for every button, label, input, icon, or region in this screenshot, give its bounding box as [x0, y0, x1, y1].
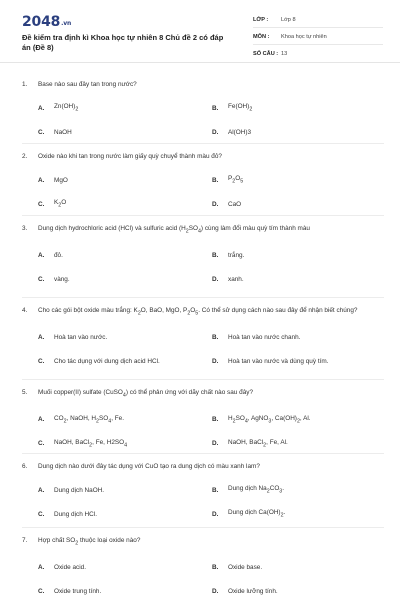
- option-text: $Fe(OH)_2$: [228, 103, 253, 113]
- question-number: 7.: [22, 537, 28, 544]
- logo-text: 2048: [22, 14, 61, 30]
- option-key: A.: [38, 104, 45, 112]
- option-d[interactable]: [212, 353, 328, 369]
- option-key: D.: [212, 128, 219, 136]
- option-b[interactable]: [212, 411, 311, 427]
- divider: [22, 379, 384, 380]
- option-a[interactable]: [38, 411, 124, 427]
- meta-key: LỚP :: [253, 17, 269, 23]
- option-key: A.: [38, 176, 45, 184]
- question-text: Base nào sau đây tan trong nước?: [38, 81, 137, 88]
- question-3: [22, 223, 384, 287]
- question-number: 4.: [22, 307, 28, 314]
- meta-value: Lớp 8: [281, 17, 296, 23]
- option-c[interactable]: [38, 271, 70, 287]
- option-key: B.: [212, 333, 219, 341]
- question-text: Hợp chất $SO_2$ thuộc loại oxide nào?: [38, 537, 141, 547]
- option-text: trắng.: [228, 251, 245, 259]
- option-d[interactable]: [212, 506, 285, 522]
- option-text: Cho tác dụng với dung dịch acid HCl.: [54, 357, 160, 365]
- option-key: C.: [38, 510, 45, 518]
- option-key: C.: [38, 439, 45, 447]
- option-key: A.: [38, 333, 45, 341]
- option-c[interactable]: [38, 583, 101, 599]
- option-key: B.: [212, 251, 219, 259]
- option-a[interactable]: [38, 329, 107, 345]
- question-number: 6.: [22, 463, 28, 470]
- option-key: B.: [212, 563, 219, 571]
- meta-key: MÔN :: [253, 34, 270, 40]
- question-5: [22, 387, 384, 451]
- option-d[interactable]: [212, 435, 288, 451]
- option-text: Oxide base.: [228, 563, 263, 571]
- divider: [22, 453, 384, 454]
- logo-suffix: .vn: [61, 20, 72, 27]
- option-key: C.: [38, 128, 45, 136]
- option-text: Oxide lưỡng tính.: [228, 587, 278, 595]
- option-key: D.: [212, 357, 219, 365]
- option-a[interactable]: [38, 247, 63, 263]
- option-text: Dung dịch $Na_2CO_3$.: [228, 485, 285, 495]
- option-text: $H_2SO_4$, AgNO$_3$, $Ca(OH)_2$, Al.: [228, 414, 311, 424]
- option-d[interactable]: [212, 583, 278, 599]
- page-header: [0, 0, 400, 63]
- option-text: MgO: [54, 176, 68, 184]
- option-text: xanh.: [228, 275, 244, 283]
- meta-row-subject: [253, 30, 383, 45]
- meta-value: 13: [281, 51, 288, 57]
- option-b[interactable]: [212, 247, 244, 263]
- question-number: 1.: [22, 81, 28, 88]
- option-c[interactable]: [38, 435, 127, 451]
- question-text: Dung dịch nào dưới đây tác dụng với CuO tạo ra dung dịch có màu xanh lam?: [38, 463, 260, 470]
- page-title: Đề kiểm tra định kì Khoa học tự nhiên 8 Chủ đề 2 có đáp án (Đề 8): [22, 33, 224, 52]
- option-b[interactable]: [212, 329, 300, 345]
- option-a[interactable]: [38, 559, 86, 575]
- option-key: D.: [212, 200, 219, 208]
- option-key: B.: [212, 104, 219, 112]
- option-key: A.: [38, 486, 45, 494]
- option-key: D.: [212, 439, 219, 447]
- option-text: Dung dịch HCl.: [54, 510, 97, 518]
- option-text: Hoà tan vào nước chanh.: [228, 333, 301, 341]
- question-6: [22, 461, 384, 522]
- question-text: Dung dịch hydrochloric acid (HCl) và sulfuric acid $(H_2SO_4)$ cùng làm đổi màu quỳ tím thành màu: [38, 225, 310, 235]
- option-b[interactable]: [212, 482, 284, 498]
- option-a[interactable]: [38, 482, 104, 498]
- option-text: Dung dịch NaOH.: [54, 486, 105, 494]
- option-c[interactable]: [38, 196, 66, 212]
- question-number: 3.: [22, 225, 28, 232]
- divider: [22, 297, 384, 298]
- option-b[interactable]: [212, 172, 243, 188]
- option-text: Oxide trung tính.: [54, 587, 102, 595]
- option-b[interactable]: [212, 100, 252, 116]
- question-1: [22, 79, 384, 140]
- option-text: NaOH, BaCl$_2$, Fe, Al.: [228, 438, 288, 448]
- option-text: NaOH: [54, 128, 72, 136]
- option-text: $Zn(OH)_2$: [54, 103, 79, 113]
- option-text: Dung dịch $Ca(OH)_2$.: [228, 509, 286, 519]
- option-key: B.: [212, 176, 219, 184]
- option-key: C.: [38, 275, 45, 283]
- question-text: Cho các gói bột oxide màu trắng: $K_2O$, BaO, MgO, $P_2O_5$. Có thể sử dụng cách nào sau đây để nhận biết chúng?: [38, 307, 358, 317]
- option-key: A.: [38, 563, 45, 571]
- option-c[interactable]: [38, 124, 72, 140]
- option-d[interactable]: [212, 271, 244, 287]
- option-text: CaO: [228, 200, 242, 208]
- option-key: C.: [38, 200, 45, 208]
- option-a[interactable]: [38, 172, 68, 188]
- option-d[interactable]: [212, 124, 251, 140]
- option-c[interactable]: [38, 506, 97, 522]
- site-logo[interactable]: [22, 14, 71, 30]
- meta-row-grade: [253, 13, 383, 28]
- option-a[interactable]: [38, 100, 78, 116]
- divider: [22, 215, 384, 216]
- option-key: D.: [212, 587, 219, 595]
- question-text: Oxide nào khi tan trong nước làm giấy quỳ chuyể thành màu đỏ?: [38, 153, 222, 160]
- option-text: $P_2O_5$: [228, 175, 244, 185]
- option-d[interactable]: [212, 196, 241, 212]
- question-2: [22, 151, 384, 212]
- option-key: D.: [212, 275, 219, 283]
- option-key: A.: [38, 415, 45, 423]
- meta-key: SỐ CÂU :: [253, 51, 279, 57]
- option-key: C.: [38, 357, 45, 365]
- option-text: Al(OH)3: [228, 128, 252, 136]
- option-key: D.: [212, 510, 219, 518]
- option-text: vàng.: [54, 275, 70, 283]
- question-7: [22, 535, 384, 599]
- option-key: A.: [38, 251, 45, 259]
- option-text: Oxide acid.: [54, 563, 86, 571]
- question-number: 5.: [22, 389, 28, 396]
- option-text: $K_2O$: [54, 199, 67, 209]
- option-text: $CO_2$, NaOH, $H_2SO_4$, Fe.: [54, 414, 125, 424]
- question-text: Muối copper(II) sulfate (CuSO$_4$) có thể phản ứng với dãy chất nào sau đây?: [38, 389, 253, 399]
- meta-row-count: [253, 47, 383, 61]
- option-text: Hoà tan vào nước và dùng quỳ tím.: [228, 357, 329, 365]
- question-4: [22, 305, 384, 369]
- option-text: đỏ.: [54, 251, 63, 259]
- question-number: 2.: [22, 153, 28, 160]
- divider: [22, 527, 384, 528]
- divider: [22, 143, 384, 144]
- option-key: B.: [212, 486, 219, 494]
- option-c[interactable]: [38, 353, 160, 369]
- option-key: B.: [212, 415, 219, 423]
- exam-meta: [253, 13, 383, 63]
- option-text: Hoà tan vào nước.: [54, 333, 108, 341]
- option-b[interactable]: [212, 559, 262, 575]
- option-key: C.: [38, 587, 45, 595]
- option-text: NaOH, BaCl$_2$, Fe, $H2SO_4$: [54, 438, 128, 448]
- meta-value: Khoa học tự nhiên: [281, 34, 327, 40]
